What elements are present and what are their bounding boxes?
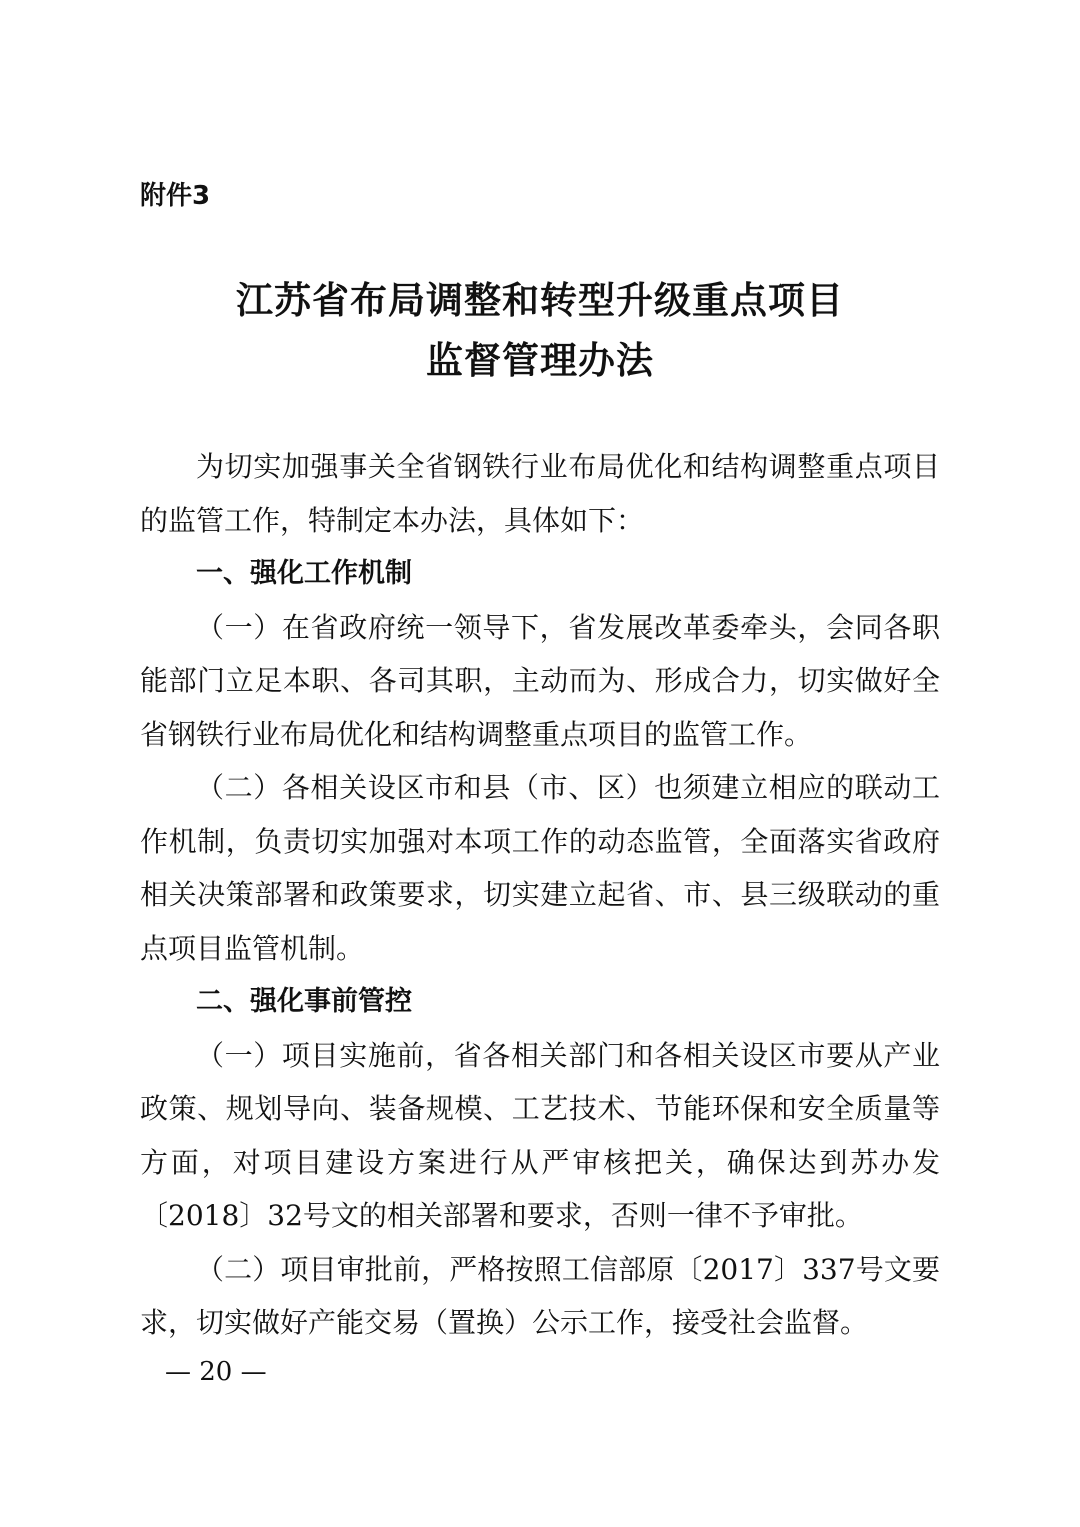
- section-heading-2: 二、强化事前管控: [196, 986, 412, 1017]
- document-title-line-1: 江苏省布局调整和转型升级重点项目: [236, 278, 844, 322]
- section-1-paragraph-1: （一）在省政府统一领导下，省发展改革委牵头，会同各职能部门立足本职、各司其职，主动而为、形成合力，切实做好全省钢铁行业布局优化和结构调整重点项目的监管工作。: [140, 610, 940, 751]
- section-1-paragraph-2: （二）各相关设区市和县（市、区）也须建立相应的联动工作机制，负责切实加强对本项工作的动态监管，全面落实省政府相关决策部署和政策要求，切实建立起省、市、县三级联动的重点项目监管机制。: [140, 771, 940, 965]
- section-2-paragraph-2: （二）项目审批前，严格按照工信部原〔2017〕337号文要求，切实做好产能交易（置换）公示工作，接受社会监督。: [140, 1252, 940, 1339]
- attachment-label: 附件3: [140, 181, 211, 211]
- page-number: — 20 —: [165, 1357, 267, 1387]
- section-2-paragraph-1: （一）项目实施前，省各相关部门和各相关设区市要从产业政策、规划导向、装备规模、工艺技术、节能环保和安全质量等方面，对项目建设方案进行从严审核把关，确保达到苏办发〔2018〕32号文的相关部署和要求，否则一律不予审批。: [140, 1038, 940, 1232]
- document-title-line-2: 监督管理办法: [426, 338, 654, 382]
- document-body: [140, 440, 940, 1350]
- intro-paragraph: 为切实加强事关全省钢铁行业布局优化和结构调整重点项目的监管工作，特制定本办法，具体如下：: [140, 450, 940, 537]
- section-heading-1: 一、强化工作机制: [196, 558, 412, 589]
